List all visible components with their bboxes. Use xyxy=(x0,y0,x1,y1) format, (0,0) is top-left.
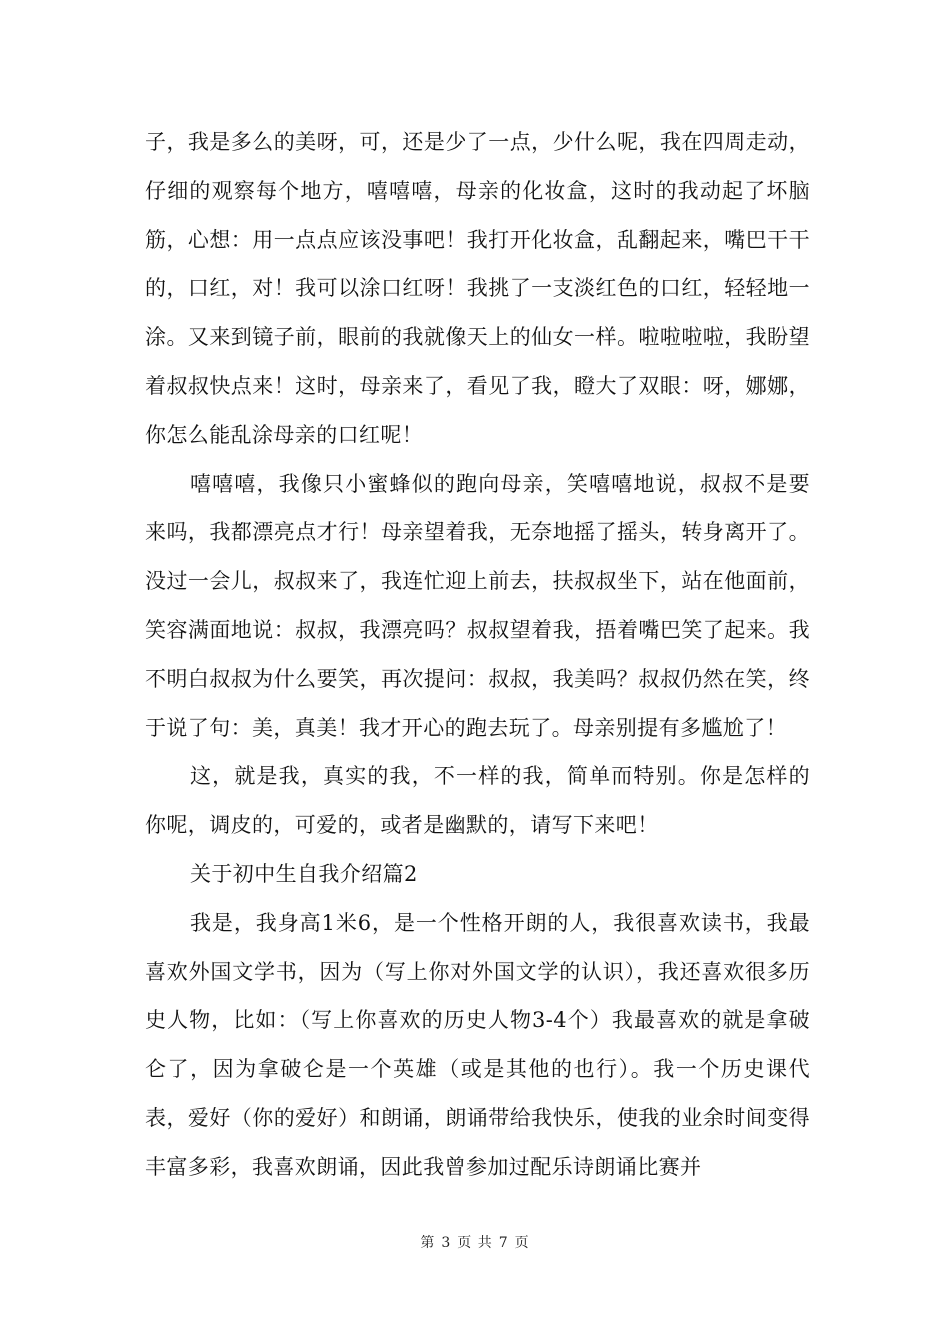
footer-suffix: 页 xyxy=(514,1235,530,1251)
footer-total-pages: 7 xyxy=(498,1235,509,1251)
paragraph-1: 子，我是多么的美呀，可，还是少了一点，少什么呢，我在四周走动，仔细的观察每个地方，嘻嘻嘻，母亲的化妆盒，这时的我动起了坏脑筋，心想：用一点点应该没事吧！我打开化妆盒，乱翻起来，嘴巴干干的，口红，对！我可以涂口红呀！我挑了一支淡红色的口红，轻轻地一涂。又来到镜子前，眼前的我就像天上的仙女一样。啦啦啦啦，我盼望着叔叔快点来！这时，母亲来了，看见了我，瞪大了双眼：呀，娜娜，你怎么能乱涂母亲的口红呢！ xyxy=(145,130,810,447)
footer-middle: 页 共 xyxy=(457,1235,493,1251)
page-footer xyxy=(0,1232,950,1252)
footer-current-page: 3 xyxy=(441,1235,452,1251)
section-heading: 关于初中生自我介绍篇2 xyxy=(190,861,418,886)
footer-prefix: 第 xyxy=(420,1235,436,1251)
paragraph-2: 嘻嘻嘻，我像只小蜜蜂似的跑向母亲，笑嘻嘻地说，叔叔不是要来吗，我都漂亮点才行！母亲望着我，无奈地摇了摇头，转身离开了。没过一会儿，叔叔来了，我连忙迎上前去，扶叔叔坐下，站在他面前，笑容满面地说：叔叔，我漂亮吗？叔叔望着我，捂着嘴巴笑了起来。我不明白叔叔为什么要笑，再次提问：叔叔，我美吗？叔叔仍然在笑，终于说了句：美，真美！我才开心的跑去玩了。母亲别提有多尴尬了！ xyxy=(145,471,810,740)
document-body xyxy=(145,118,810,1192)
paragraph-3: 这，就是我，真实的我，不一样的我，简单而特别。你是怎样的你呢，调皮的，可爱的，或者是幽默的，请写下来吧！ xyxy=(145,764,810,838)
paragraph-4: 我是，我身高1米6，是一个性格开朗的人，我很喜欢读书，我最喜欢外国文学书，因为（写上你对外国文学的认识），我还喜欢很多历史人物，比如：（写上你喜欢的历史人物3-4个）我最喜欢的就是拿破仑了，因为拿破仑是一个英雄（或是其他的也行）。我一个历史课代表，爱好（你的爱好）和朗诵，朗诵带给我快乐，使我的业余时间变得丰富多彩，我喜欢朗诵，因此我曾参加过配乐诗朗诵比赛并 xyxy=(145,910,810,1179)
